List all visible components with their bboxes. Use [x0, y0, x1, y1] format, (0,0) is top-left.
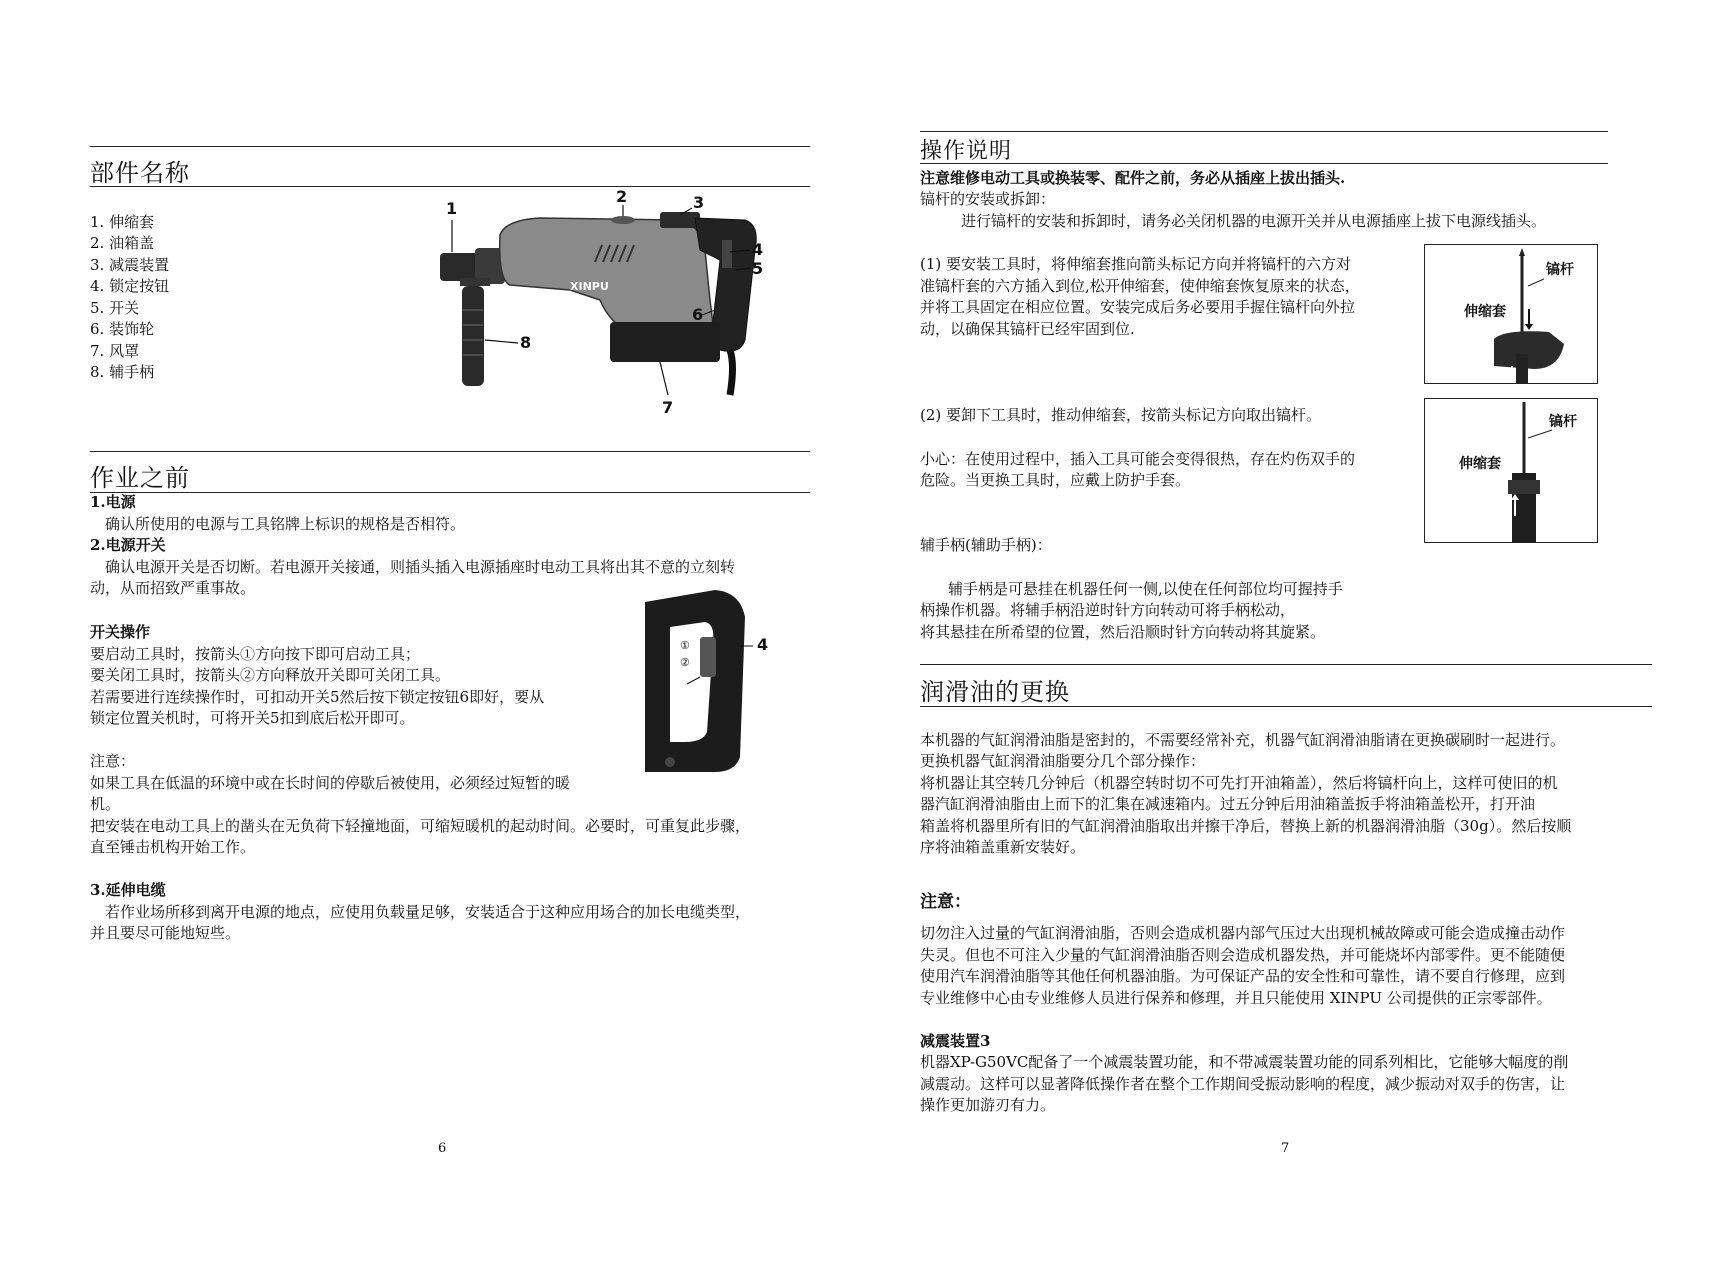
switch-op-text: 要启动工具时，按箭头①方向按下即可启动工具； — [90, 645, 421, 663]
damper-text: 减震动。这样可以显著降低操作者在整个工作期间受振动影响的程度，减少振动对双手的伤害，让 — [920, 1075, 1566, 1093]
note-text: 机。 — [90, 795, 121, 813]
damper-title: 减震装置3 — [920, 1032, 991, 1050]
switch-op-text: 若需要进行连续操作时，可扣动开关5然后按下锁定按钮6即好，要从 — [90, 688, 545, 706]
divider — [920, 706, 1652, 707]
grease-text: 器汽缸润滑油脂由上而下的汇集在减速箱内。过五分钟后用油箱盖扳手将油箱盖松开，打开油 — [920, 795, 1536, 813]
brand-label: XINPU — [570, 280, 609, 293]
sleeve-label: 伸缩套 — [1459, 456, 1501, 472]
operation-warning: 注意维修电动工具或换装零、配件之前，务必从插座上拔出插头. — [920, 169, 1346, 187]
switch-op-title: 开关操作 — [90, 623, 151, 641]
callout-8: 8 — [520, 333, 532, 352]
step1-text: (1) 要安装工具时，将伸缩套推向箭头标记方向并将镐杆的六方对 — [920, 255, 1352, 273]
hammer-body — [500, 218, 715, 340]
parts-heading: 部件名称 — [90, 159, 190, 187]
damper-text: 机器XP-G50VC配备了一个减震装置功能，和不带减震装置功能的同系列相比，它能够大幅度的削 — [920, 1053, 1569, 1071]
callout-5: 5 — [675, 679, 687, 698]
parts-item: 1. 伸缩套 — [90, 213, 155, 231]
callout-4: 4 — [752, 240, 764, 259]
step1-text: 准镐杆套的六方插入到位,松开伸缩套，使伸缩套恢复原来的状态， — [920, 277, 1360, 295]
divider — [90, 492, 810, 493]
grease-text: 序将油箱盖重新安装好。 — [920, 838, 1086, 856]
pick-label: 镐杆 — [1546, 262, 1574, 278]
caution-text: 危险。当更换工具时，应戴上防护手套。 — [920, 471, 1191, 489]
trigger-switch — [700, 637, 716, 677]
note-text: 直至锤击机构开始工作。 — [90, 838, 256, 856]
sleeve-part — [440, 253, 480, 281]
step1-text: 动，以确保其镐杆已经牢固到位. — [920, 320, 1135, 338]
grease-text: 更换机器气缸润滑油脂要分几个部分操作： — [920, 752, 1206, 770]
motor-base — [610, 322, 720, 362]
cable-text: 并且要尽可能地短些。 — [90, 924, 241, 942]
parts-item: 6. 装饰轮 — [90, 320, 155, 338]
grease-note-text: 使用汽车润滑油脂等其他任何机器油脂。为可保证产品的安全性和可靠性，请不要自行修理，应到 — [920, 967, 1566, 985]
switch-title: 2.电源开关 — [90, 536, 166, 554]
switch-op-text: 要关闭工具时，按箭头②方向释放开关即可关闭工具。 — [90, 666, 451, 684]
right-page — [856, 0, 1713, 1282]
note-text: 把安装在电动工具上的凿头在无负荷下轻撞地面，可缩短暖机的起动时间。必要时，可重复此步骤， — [90, 817, 751, 835]
note-text: 如果工具在低温的环境中或在长时间的停歇后被使用，必须经过短暂的暖 — [90, 774, 571, 792]
divider — [90, 186, 810, 187]
aux-text: 辅手柄是可悬挂在机器任何一侧,以使在任何部位均可握持手 — [948, 580, 1343, 598]
callout-5: 5 — [752, 259, 764, 278]
grease-text: 将机器让其空转几分钟后（机器空转时切不可先打开油箱盖），然后将镐杆向上，这样可使旧的机 — [920, 774, 1558, 792]
divider — [920, 131, 1608, 132]
caution-text: 小心：在使用过程中，插入工具可能会变得很热，存在灼伤双手的 — [920, 450, 1356, 468]
callout-7: 7 — [662, 398, 674, 417]
grease-text: 本机器的气缸润滑油脂是密封的，不需要经常补充，机器气缸润滑油脂请在更换碳刷时一起进行。 — [920, 731, 1566, 749]
callout-6: 6 — [692, 305, 704, 324]
switch-text: 动，从而招致严重事故。 — [90, 579, 256, 597]
aux-text: 将其悬挂在所希望的位置，然后沿顺时针方向转动将其旋紧。 — [920, 623, 1326, 641]
install-figure — [1424, 244, 1598, 384]
damper-text: 操作更加游刃有力。 — [920, 1096, 1056, 1114]
arrow-1-label: ① — [680, 639, 690, 652]
parts-item: 8. 辅手柄 — [90, 363, 155, 381]
divider — [920, 163, 1608, 164]
cable-text: 若作业场所移到离开电源的地点，应使用负载量足够，安装适合于这种应用场合的加长电缆类型， — [105, 903, 751, 921]
grease-note-text: 专业维修中心由专业维修人员进行保养和修理，并且只能使用 XINPU 公司提供的正宗零部件。 — [920, 989, 1552, 1007]
page-number: 6 — [438, 1141, 447, 1156]
rotary-hammer-figure — [430, 190, 790, 430]
callout-3: 3 — [693, 193, 705, 212]
switch-text: 确认电源开关是否切断。若电源开关接通，则插头插入电源插座时电动工具将出其不意的立刻转 — [105, 558, 736, 576]
page-number: 7 — [1281, 1141, 1290, 1156]
aux-text: 柄操作机器。将辅手柄沿逆时针方向转动可将手柄松动， — [920, 601, 1296, 619]
callout-2: 2 — [616, 190, 628, 206]
grease-note-title: 注意： — [920, 892, 971, 912]
grease-text: 箱盖将机器里所有旧的气缸润滑油脂取出并擦干净后，替换上新的机器润滑油脂（30g）。然后按顺 — [920, 817, 1572, 835]
callout-1: 1 — [446, 199, 458, 218]
left-page — [0, 0, 856, 1282]
before-work-heading: 作业之前 — [90, 464, 190, 492]
parts-item: 5. 开关 — [90, 299, 140, 317]
parts-item: 7. 风罩 — [90, 342, 140, 360]
install-title: 镐杆的安装或拆卸： — [920, 190, 1056, 208]
switch-figure — [645, 582, 775, 777]
power-text: 确认所使用的电源与工具铭牌上标识的规格是否相符。 — [105, 515, 466, 533]
pick-label: 镐杆 — [1549, 414, 1577, 430]
parts-item: 2. 油箱盖 — [90, 234, 155, 252]
step2-text: (2) 要卸下工具时，推动伸缩套，按箭头标记方向取出镐杆。 — [920, 406, 1322, 424]
aux-title: 辅手柄(辅助手柄)： — [920, 536, 1052, 554]
parts-item: 3. 减震装置 — [90, 256, 170, 274]
step1-text: 并将工具固定在相应位置。安装完成后务必要用手握住镐杆向外拉 — [920, 298, 1356, 316]
divider — [90, 451, 810, 452]
aux-handle — [462, 286, 484, 386]
power-title: 1.电源 — [90, 493, 136, 511]
removal-figure — [1424, 398, 1598, 543]
sleeve-label: 伸缩套 — [1464, 304, 1506, 320]
grease-note-text: 切勿注入过量的气缸润滑油脂，否则会造成机器内部气压过大出现机械故障或可能会造成撞击动作 — [920, 924, 1566, 942]
grease-heading: 润滑油的更换 — [920, 678, 1070, 706]
callout-4: 4 — [757, 635, 769, 654]
divider — [920, 664, 1652, 665]
operation-heading: 操作说明 — [920, 139, 1013, 164]
cable-title: 3.延伸电缆 — [90, 881, 166, 899]
switch-op-text: 锁定位置关机时，可将开关5扣到底后松开即可。 — [90, 709, 415, 727]
divider — [90, 146, 810, 147]
arrow-2-label: ② — [680, 656, 690, 669]
parts-item: 4. 锁定按钮 — [90, 277, 170, 295]
install-intro: 进行镐杆的安装和拆卸时，请务必关闭机器的电源开关并从电源插座上拔下电源线插头。 — [961, 212, 1547, 230]
note-title: 注意： — [90, 752, 136, 770]
grease-note-text: 失灵。但也不可注入少量的气缸润滑油脂否则会造成机器发热，并可能烧坏内部零件。更不能随便 — [920, 946, 1566, 964]
